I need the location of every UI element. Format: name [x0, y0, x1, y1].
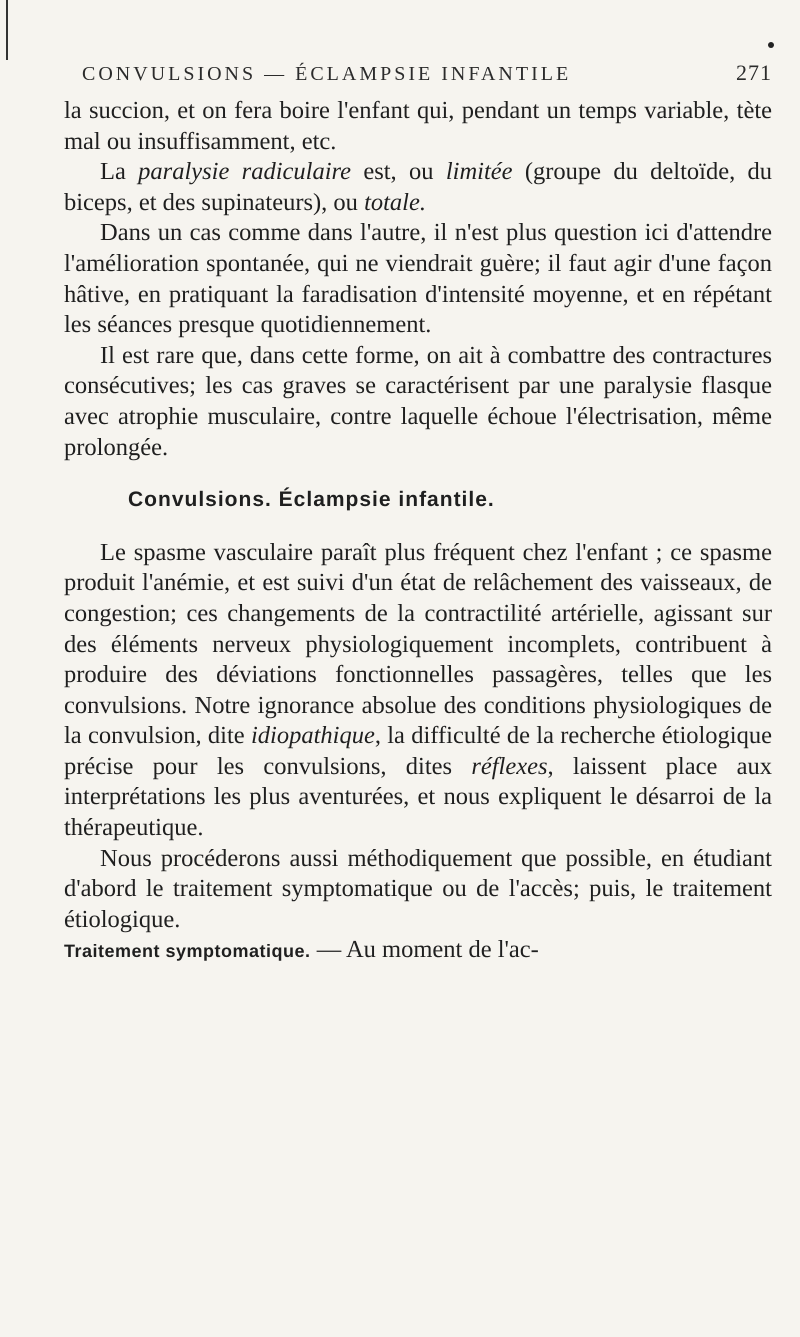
page-body [64, 96, 772, 967]
text-run: est, ou [351, 158, 446, 186]
paragraph [64, 935, 772, 967]
paragraph: Il est rare que, dans cette forme, on ait à combattre des contractures consécutives; les cas graves se caractérisent par une paralysie flasque avec atrophie musculaire, contre laquelle échoue l'électrisation, même prolongée. [64, 341, 772, 461]
ink-dot [768, 42, 774, 48]
text-run: , laissent place aux interprétations les plus aventurées, et nous expliquent le désarroi de la thérapeutique. [64, 752, 773, 842]
running-title: CONVULSIONS — ÉCLAMPSIE INFANTILE [82, 63, 572, 85]
text-run: La [100, 158, 139, 186]
paragraph [64, 157, 772, 218]
runin-heading: Traitement symptomatique. [64, 941, 311, 962]
section-heading: Convulsions. Éclampsie infantile. [128, 488, 495, 512]
paragraph: Dans un cas comme dans l'autre, il n'est plus question ici d'attendre l'amélioration spontanée, qui ne viendrait guère; il faut agir d'une façon hâtive, en pratiquant la faradisation d'intensité moyenne, et en répétant les séances presque quotidiennement. [64, 219, 772, 339]
paragraph: Nous procéderons aussi méthodiquement que possible, en étudiant d'abord le traitement symptomatique ou de l'accès; puis, le traitement étiologique. [64, 844, 772, 933]
running-header [82, 60, 772, 86]
text-run: , la difficulté de la recherche étiologique précise pour les convulsions, dites [64, 722, 772, 780]
italic-term: limitée [445, 158, 513, 186]
page-number: 271 [736, 60, 772, 85]
text-run: (groupe du deltoïde, du biceps, et des supinateurs), ou [64, 158, 773, 216]
paragraph [64, 538, 772, 844]
text-run: — Au moment de l'ac- [310, 936, 539, 964]
paragraph: la succion, et on fera boire l'enfant qui, pendant un temps variable, tète mal ou insuffisamment, etc. [64, 97, 772, 155]
italic-term: totale. [364, 188, 426, 216]
text-run: Le spasme vasculaire paraît plus fréquent chez l'enfant ; ce spasme produit l'anémie, et est suivi d'un état de relâchement des vaisseaux, de congestion; ces changements de la contractilité artérielle, agissant sur des éléments nerveux physiologiquement incomplets, contribuent à produire des déviations fonctionnelles passagères, telles que les convulsions. Notre ignorance absolue des conditions physiologiques de la convulsion, dite [64, 538, 772, 750]
page-edge-mark [0, 0, 8, 60]
italic-term: idiopathique [250, 722, 375, 750]
italic-term: réflexes [471, 752, 548, 780]
italic-term: paralysie radiculaire [138, 158, 352, 186]
